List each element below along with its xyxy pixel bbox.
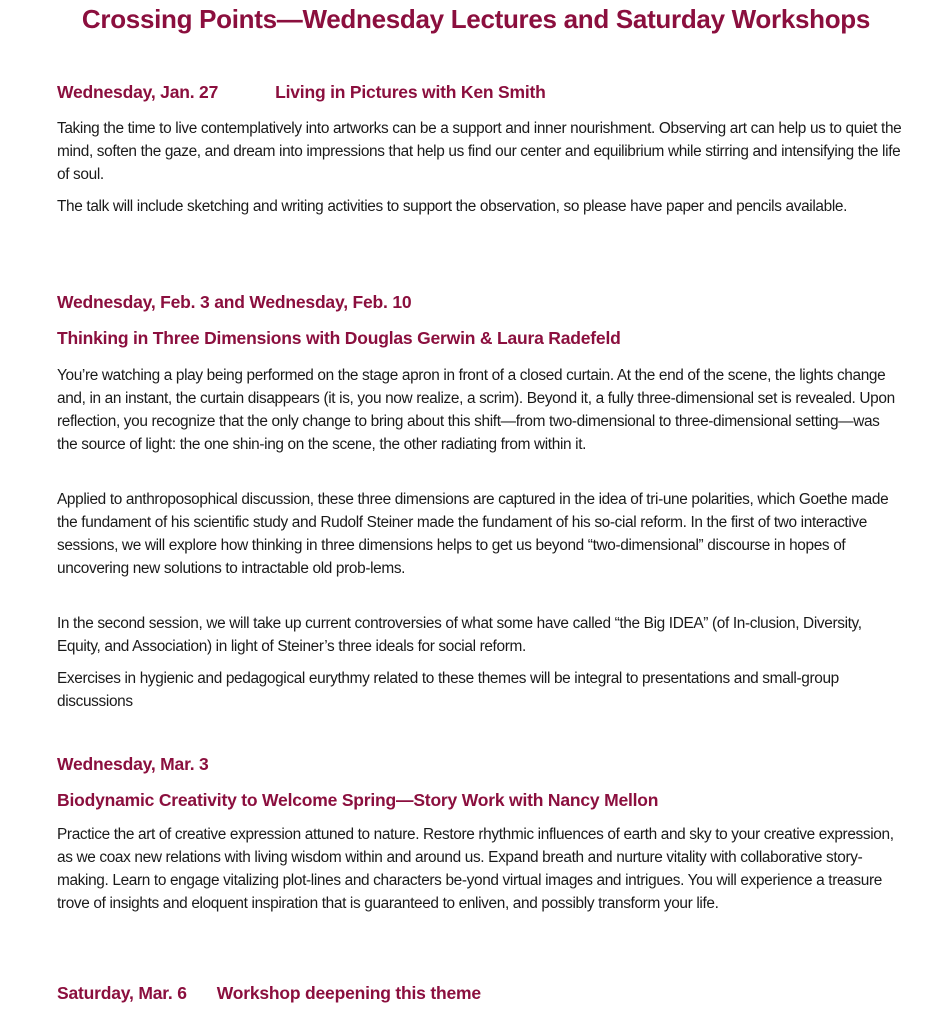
event-description: Practice the art of creative expression attuned to nature. Restore rhythmic influences of earth and sky to your creative expression, as we coax new relations with living wisdom within and around us. Expand breath and nurture vitality with collaborative story-making. Learn to engage vitalizing plot-lines and characters be-yond virtual images and intrigues. You will experience a treasure trove of insights and eloquent inspiration that is guaranteed to enliven, and possibly transform your life. <box>57 826 894 912</box>
event-description: You’re watching a play being performed on the stage apron in front of a closed curtain. At the end of the scene, the lights change and, in an instant, the curtain disappears (it is, you now realize, a scrim). Beyond it, a fully three-dimensional set is revealed. Upon reflection, you recognize that the only change to bring about this shift—from two-dimensional to three-dimensional setting—was the source of light: the one shin-ing on the scene, the other radiating from within it. <box>57 367 895 453</box>
event-date: Saturday, Mar. 6 <box>57 983 187 1003</box>
event-heading <box>57 82 546 103</box>
event-title: Workshop deepening this theme <box>216 983 481 1003</box>
event-description: The talk will include sketching and writing activities to support the observation, so please have paper and pencils available. <box>57 198 848 215</box>
event-date: Wednesday, Jan. 27 <box>57 82 219 102</box>
page-title: Crossing Points—Wednesday Lectures and Saturday Workshops <box>81 4 871 34</box>
event-heading <box>57 983 481 1004</box>
event-description: In the second session, we will take up current controversies of what some have called “the Big IDEA” (of In-clusion, Diversity, Equity, and Association) in light of Steiner’s three ideals for social reform. <box>57 615 862 655</box>
event-description: Applied to anthroposophical discussion, these three dimensions are captured in the idea of tri-une polarities, which Goethe made the fundament of his scientific study and Rudolf Steiner made the fundament of his so-cial reform. In the first of two interactive sessions, we will explore how thinking in three dimensions helps to get us beyond “two-dimensional” discourse in hopes of uncovering new solutions to intractable old prob-lems. <box>57 491 889 577</box>
event-date: Wednesday, Feb. 3 and Wednesday, Feb. 10 <box>57 292 412 312</box>
event-title: Living in Pictures with Ken Smith <box>275 82 546 102</box>
event-date: Wednesday, Mar. 3 <box>57 754 209 774</box>
event-title: Biodynamic Creativity to Welcome Spring—Story Work with Nancy Mellon <box>57 790 659 810</box>
event-description: Exercises in hygienic and pedagogical eurythmy related to these themes will be integral to presentations and small-group discussions <box>57 670 839 710</box>
event-description: Taking the time to live contemplatively into artworks can be a support and inner nourishment. Observing art can help us to quiet the mind, soften the gaze, and dream into impressions that help us find our center and equilibrium while stirring and intensifying the life of soul. <box>57 120 902 183</box>
event-title: Thinking in Three Dimensions with Douglas Gerwin & Laura Radefeld <box>57 328 621 348</box>
